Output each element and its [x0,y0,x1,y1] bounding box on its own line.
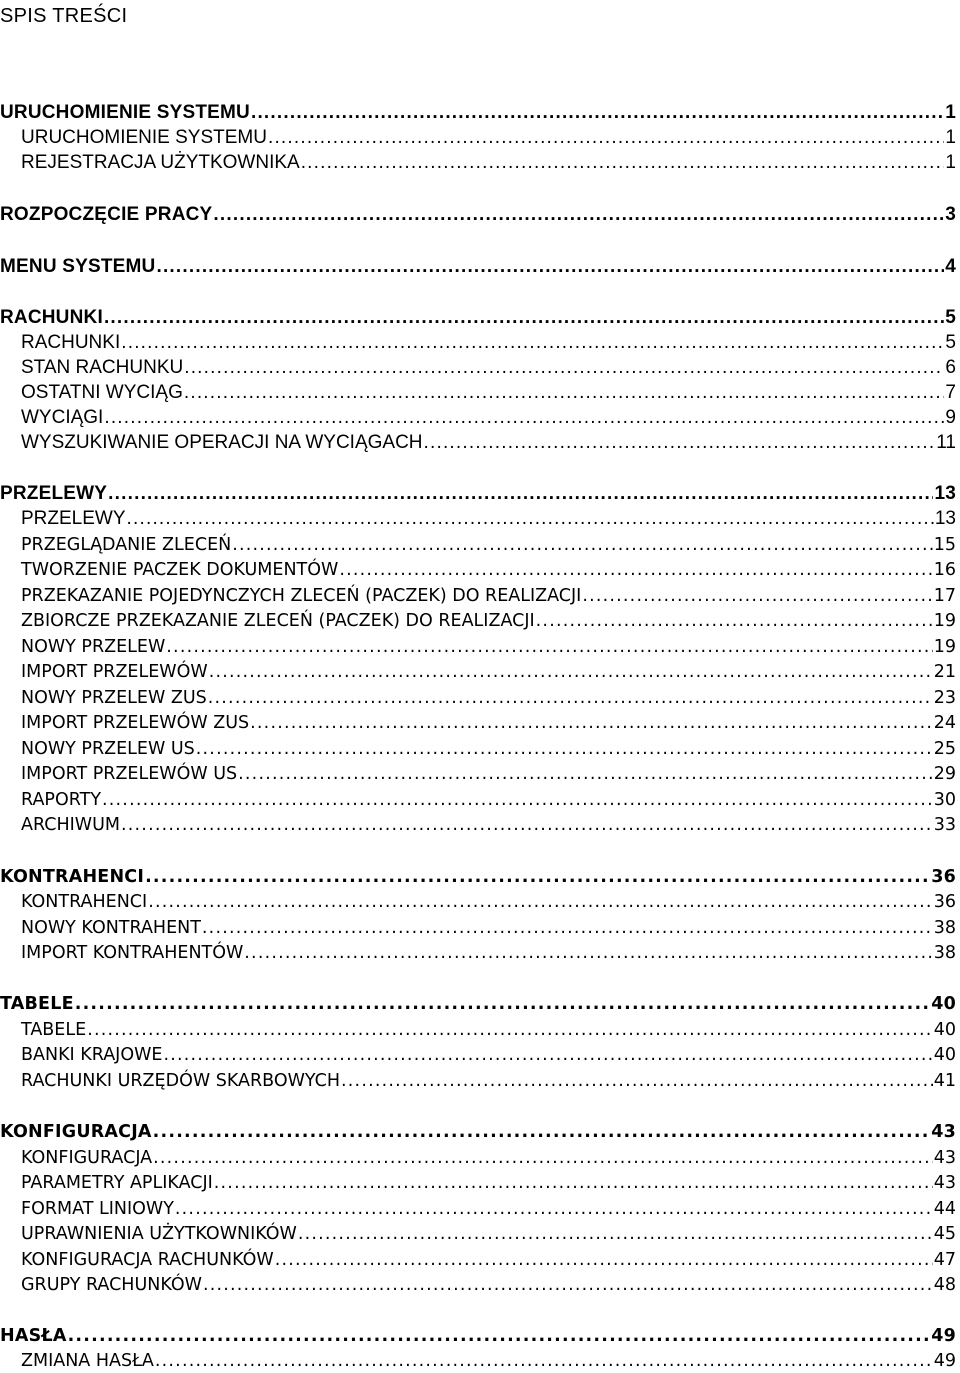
toc-entry-page-number: 13 [934,508,956,529]
toc-entry-label: KONTRAHENCI [21,892,148,912]
toc-entry-label: NOWY KONTRAHENT [21,918,201,938]
toc-entry-page-number: 38 [933,943,956,963]
toc-entry-label: IMPORT PRZELEWÓW US [21,764,238,784]
toc-chapter-entry[interactable] [0,99,956,125]
toc-entry-label: STAN RACHUNKU [21,357,184,378]
toc-section-entry[interactable] [0,582,956,608]
toc-entry-label: NOWY PRZELEW US [21,739,195,759]
toc-chapter-entry[interactable] [0,1322,956,1348]
toc-entry-page-number: 41 [933,1071,956,1091]
toc-entry-page-number: 4 [945,256,956,277]
toc-entry-page-number: 36 [933,892,956,912]
toc-entry-label: ZBIORCZE PRZEKAZANIE ZLECEŃ (PACZEK) DO REALIZACJI [21,611,535,631]
toc-chapter-entry[interactable] [0,990,956,1016]
toc-chapter-entry[interactable] [0,480,956,506]
toc-entry-label: KONTRAHENCI [0,867,145,887]
toc-entry-page-number: 1 [945,127,956,148]
toc-entry-label: KONFIGURACJA [0,1122,152,1142]
toc-entry-label: REJESTRACJA UŻYTKOWNIKA [21,152,300,173]
dot-leader [153,1146,933,1170]
toc-entry-label: PRZELEWY [21,508,126,529]
toc-entry-page-number: 19 [933,637,956,657]
dot-leader [341,1069,933,1093]
dot-leader [184,381,945,405]
toc-section-entry[interactable] [0,633,956,659]
dot-leader [127,507,934,531]
toc-section-entry[interactable] [0,429,956,455]
dot-leader [536,609,933,633]
toc-entry-page-number: 40 [931,994,956,1014]
toc-section-entry[interactable] [0,735,956,761]
toc-section-entry[interactable] [0,556,956,582]
toc-entry-label: ROZPOCZĘCIE PRACY [0,204,213,225]
toc-entry-label: RACHUNKI [21,332,121,353]
toc-entry-label: NOWY PRZELEW ZUS [21,688,207,708]
toc-entry-page-number: 1 [945,152,956,173]
toc-entry-page-number: 49 [933,1351,956,1371]
toc-entry-label: FORMAT LINIOWY [21,1199,174,1219]
toc-section-entry[interactable] [0,1347,956,1373]
toc-section-entry[interactable] [0,1016,956,1042]
toc-entry-page-number: 40 [933,1045,956,1065]
dot-leader [104,306,944,330]
dot-leader [108,482,933,506]
toc-entry-page-number: 5 [945,307,956,328]
toc-entry-page-number: 3 [945,204,956,225]
toc-entry-label: PRZELEWY [0,483,108,504]
toc-chapter-entry[interactable] [0,1118,956,1144]
toc-chapter-entry[interactable] [0,863,956,889]
dot-leader [153,1120,931,1144]
toc-entry-label: TWORZENIE PACZEK DOKUMENTÓW [21,560,339,580]
toc-section-entry[interactable] [0,124,956,150]
toc-entry-label: IMPORT PRZELEWÓW ZUS [21,713,250,733]
dot-leader [275,1248,933,1272]
dot-leader [145,865,930,889]
dot-leader [301,151,945,175]
dot-leader [582,584,932,608]
dot-leader [214,1171,933,1195]
toc-entry-label: RACHUNKI [0,307,103,328]
toc-entry-label: ARCHIWUM [21,815,121,835]
toc-entry-page-number: 36 [931,867,956,887]
dot-leader [213,203,944,227]
toc-section-entry[interactable] [0,329,956,355]
toc-entry-page-number: 21 [933,662,956,682]
toc-entry-label: WYCIĄGI [21,407,104,428]
toc-entry-label: UPRAWNIENIA UŻYTKOWNIKÓW [21,1224,297,1244]
toc-entry-page-number: 5 [945,332,956,353]
dot-leader [156,255,944,279]
dot-leader [104,406,944,430]
dot-leader [202,916,933,940]
toc-entry-page-number: 25 [933,739,956,759]
dot-leader [424,431,936,455]
toc-entry-page-number: 30 [933,790,956,810]
dot-leader [298,1222,933,1246]
dot-leader [251,101,944,125]
toc-section-entry[interactable] [0,786,956,812]
dot-leader [244,941,932,965]
toc-entry-page-number: 7 [945,382,956,403]
toc-entry-label: MENU SYSTEMU [0,256,156,277]
dot-leader [238,762,933,786]
dot-leader [75,992,931,1016]
toc-entry-label: ZMIANA HASŁA [21,1351,154,1371]
dot-leader [102,788,933,812]
dot-leader [203,1273,933,1297]
toc-section-entry[interactable] [0,607,956,633]
toc-section-entry[interactable] [0,1144,956,1170]
toc-entry-label: IMPORT PRZELEWÓW [21,662,208,682]
toc-entry-label: OSTATNI WYCIĄG [21,382,183,403]
toc-entry-page-number: 40 [933,1020,956,1040]
toc-section-entry[interactable] [0,1246,956,1272]
toc-entry-page-number: 47 [933,1250,956,1270]
toc-entry-label: IMPORT KONTRAHENTÓW [21,943,244,963]
toc-section-entry[interactable] [0,914,956,940]
toc-section-entry[interactable] [0,379,956,405]
toc-entry-page-number: 29 [933,764,956,784]
toc-entry-label: GRUPY RACHUNKÓW [21,1275,202,1295]
dot-leader [209,660,933,684]
toc-entry-label: KONFIGURACJA RACHUNKÓW [21,1250,274,1270]
toc-section-entry[interactable] [0,939,956,965]
toc-entry-page-number: 17 [933,586,956,606]
toc-entry-page-number: 23 [933,688,956,708]
toc-section-entry[interactable] [0,658,956,684]
toc-entry-page-number: 16 [933,560,956,580]
toc-entry-page-number: 6 [945,357,956,378]
toc-entry-label: TABELE [0,994,74,1014]
toc-entry-page-number: 44 [933,1199,956,1219]
toc-section-entry[interactable] [0,505,956,531]
dot-leader [121,331,944,355]
dot-leader [121,813,933,837]
toc-chapter-entry[interactable] [0,201,956,227]
toc-section-entry[interactable] [0,1271,956,1297]
toc-section-entry[interactable] [0,1220,956,1246]
page-title: SPIS TREŚCI [0,5,128,27]
toc-entry-label: WYSZUKIWANIE OPERACJI NA WYCIĄGACH [21,432,423,453]
toc-section-entry[interactable] [0,1041,956,1067]
dot-leader [232,533,933,557]
toc-section-entry[interactable] [0,404,956,430]
toc-section-entry[interactable] [0,1169,956,1195]
dot-leader [148,890,933,914]
toc-section-entry[interactable] [0,709,956,735]
toc-entry-page-number: 15 [933,535,956,555]
toc-section-entry[interactable] [0,1195,956,1221]
toc-entry-label: URUCHOMIENIE SYSTEMU [0,102,250,123]
toc-section-entry[interactable] [0,684,956,710]
toc-entry-page-number: 19 [933,611,956,631]
toc-entry-page-number: 45 [933,1224,956,1244]
toc-entry-page-number: 1 [945,102,956,123]
toc-entry-page-number: 9 [945,407,956,428]
toc-section-entry[interactable] [0,149,956,175]
toc-section-entry[interactable] [0,888,956,914]
toc-entry-label: NOWY PRZELEW [21,637,166,657]
dot-leader [196,737,933,761]
toc-entry-page-number: 43 [931,1122,956,1142]
toc-entry-label: PARAMETRY APLIKACJI [21,1173,213,1193]
toc-entry-page-number: 38 [933,918,956,938]
toc-section-entry[interactable] [0,1067,956,1093]
toc-entry-label: PRZEKAZANIE POJEDYNCZYCH ZLECEŃ (PACZEK) DO REALIZACJI [21,586,582,606]
toc-chapter-entry[interactable] [0,253,956,279]
toc-section-entry[interactable] [0,811,956,837]
dot-leader [68,1324,931,1348]
toc-section-entry[interactable] [0,531,956,557]
toc-chapter-entry[interactable] [0,304,956,330]
toc-entry-label: PRZEGLĄDANIE ZLECEŃ [21,535,232,555]
dot-leader [163,1043,932,1067]
toc-entry-page-number: 33 [933,815,956,835]
dot-leader [87,1018,933,1042]
toc-entry-label: KONFIGURACJA [21,1148,153,1168]
toc-entry-page-number: 13 [934,483,956,504]
toc-entry-label: RAPORTY [21,790,102,810]
toc-section-entry[interactable] [0,760,956,786]
dot-leader [166,635,932,659]
toc-entry-label: RACHUNKI URZĘDÓW SKARBOWYCH [21,1071,341,1091]
toc-entry-page-number: 49 [931,1326,956,1346]
toc-entry-label: BANKI KRAJOWE [21,1045,163,1065]
toc-entry-label: HASŁA [0,1326,67,1346]
dot-leader [175,1197,933,1221]
toc-section-entry[interactable] [0,354,956,380]
dot-leader [184,356,944,380]
dot-leader [339,558,932,582]
toc-entry-page-number: 24 [933,713,956,733]
dot-leader [250,711,933,735]
toc-entry-page-number: 43 [933,1173,956,1193]
toc-entry-label: URUCHOMIENIE SYSTEMU [21,127,267,148]
dot-leader [208,686,933,710]
dot-leader [268,126,944,150]
dot-leader [155,1349,933,1373]
toc-entry-page-number: 48 [933,1275,956,1295]
toc-entry-label: TABELE [21,1020,87,1040]
toc-entry-page-number: 43 [933,1148,956,1168]
toc-entry-page-number: 11 [936,432,956,453]
